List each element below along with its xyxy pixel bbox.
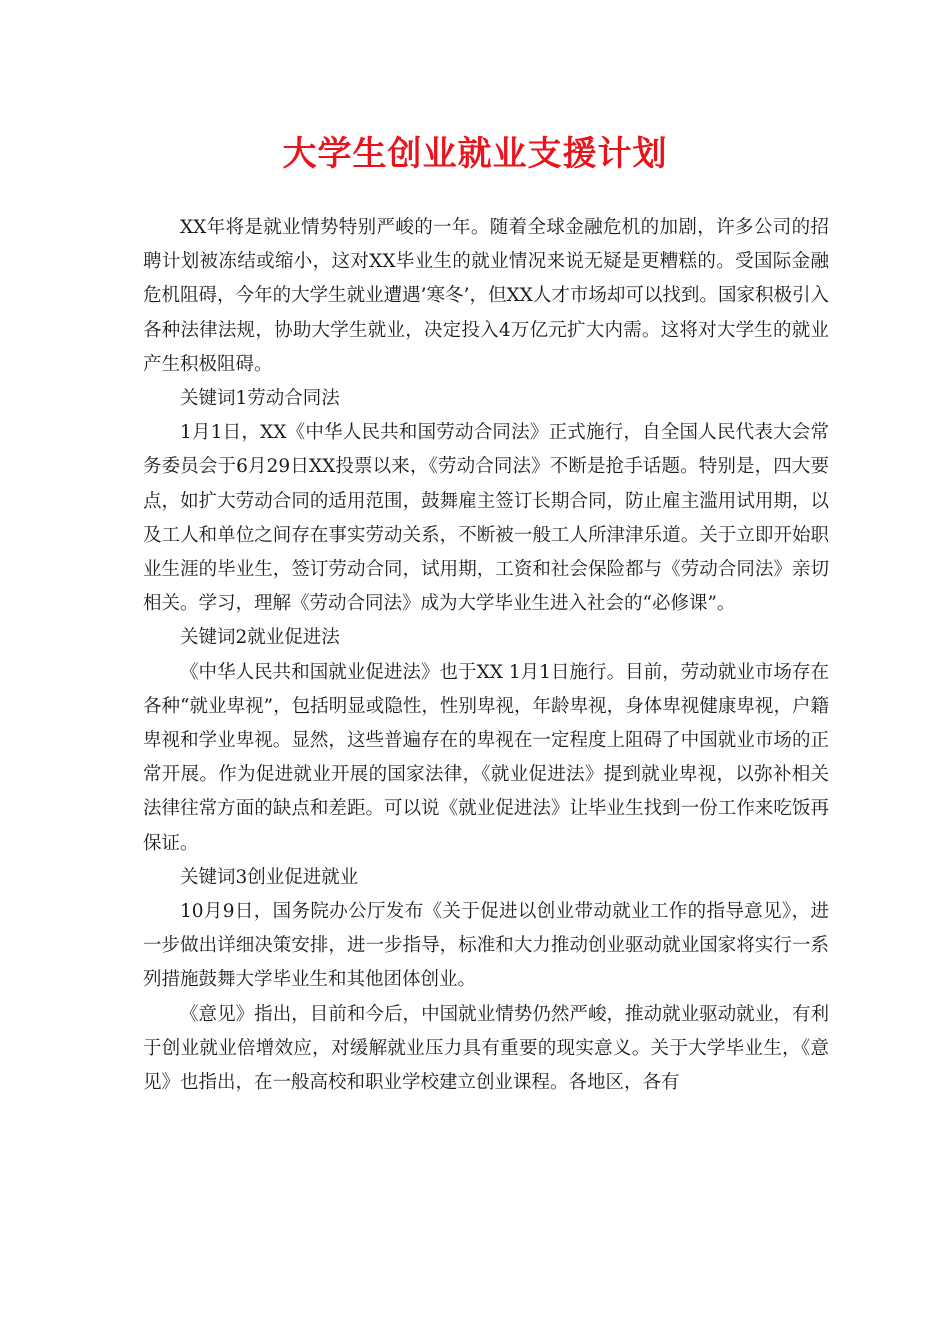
paragraph-labor-contract-law: 1月1日，XX《中华人民共和国劳动合同法》正式施行，自全国人民代表大会常务委员会于6月29日XX投票以来，《劳动合同法》不断是抢手话题。特别是，四大要点，如扩大劳动合同的适用范围，鼓舞雇主签订长期合同，防止雇主滥用试用期，以及工人和单位之间存在事实劳动关系，不断被一般工人所津津乐道。关于立即开始职业生涯的毕业生，签订劳动合同，试用期，工资和社会保险都与《劳动合同法》亲切相关。学习，理解《劳动合同法》成为大学毕业生进入社会的“必修课”。	[143, 422, 829, 615]
keyword-heading-1: 关键词1劳动合同法	[180, 388, 340, 410]
document-body	[143, 211, 829, 1100]
keyword-heading-2: 关键词2就业促进法	[180, 627, 340, 649]
keyword-heading-3: 关键词3创业促进就业	[180, 866, 359, 888]
paragraph-entrepreneurship: 10月9日，国务院办公厅发布《关于促进以创业带动就业工作的指导意见》，进一步做出详细决策安排，进一步指导，标准和大力推动创业驱动就业国家将实行一系列措施鼓舞大学毕业生和其他团体创业。	[143, 901, 829, 991]
paragraph-employment-promotion-law: 《中华人民共和国就业促进法》也于XX 1月1日施行。目前，劳动就业市场存在各种“就业卑视”，包括明显或隐性，性别卑视，年龄卑视，身体卑视健康卑视，户籍卑视和学业卑视。显然，这些普遍存在的卑视在一定程度上阻碍了中国就业市场的正常开展。作为促进就业开展的国家法律，《就业促进法》提到就业卑视，以弥补相关法律往常方面的缺点和差距。可以说《就业促进法》让毕业生找到一份工作来吃饭再保证。	[143, 661, 829, 854]
paragraph-opinions: 《意见》指出，目前和今后，中国就业情势仍然严峻，推动就业驱动就业，有利于创业就业倍增效应，对缓解就业压力具有重要的现实意义。关于大学毕业生，《意见》也指出，在一般高校和职业学校建立创业课程。各地区，各有	[143, 1003, 829, 1094]
paragraph-intro: XX年将是就业情势特别严峻的一年。随着全球金融危机的加剧，许多公司的招聘计划被冻结或缩小，这对XX毕业生的就业情况来说无疑是更糟糕的。受国际金融危机阻碍，今年的大学生就业遭遇’寒冬’，但XX人才市场却可以找到。国家积极引入各种法律法规，协助大学生就业，决定投入4万亿元扩大内需。这将对大学生的就业产生积极阻碍。	[143, 217, 829, 375]
document-title: 大学生创业就业支援计划	[282, 134, 668, 174]
